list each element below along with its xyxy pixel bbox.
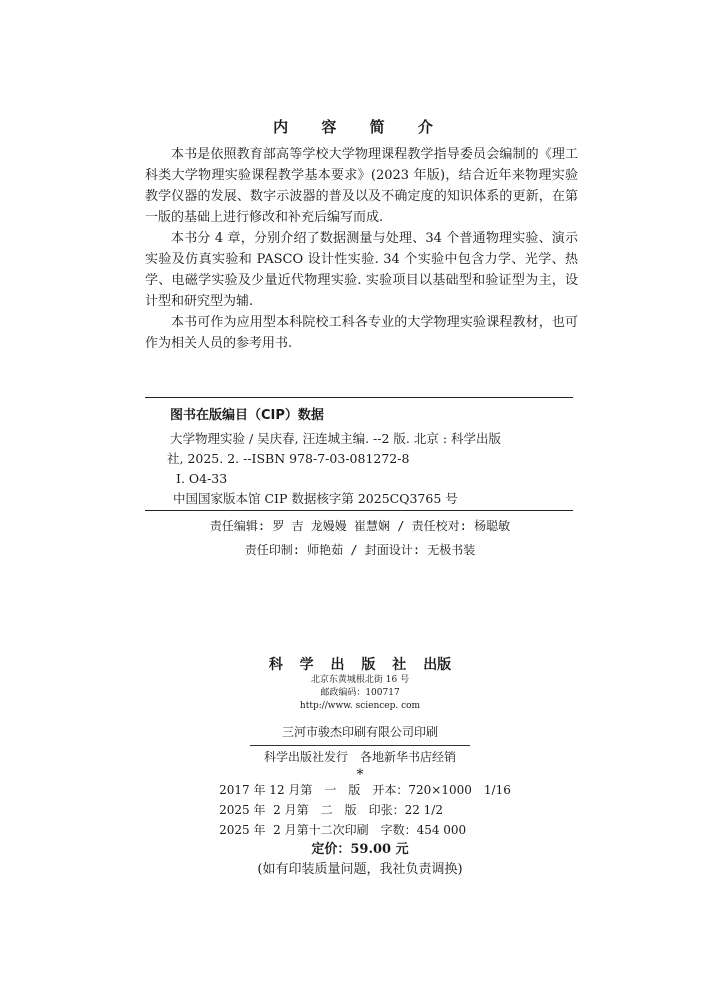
summary-paragraph: 本书分 4 章，分别介绍了数据测量与处理、34 个普通物理实验、演示实验及仿真实验和 PASCO 设计性实验. 34 个实验中包含力学、光学、热学、电磁学实验及少量近代物理实验. 实验项目以基础型和验证型为主，设计型和研究型为辅. bbox=[145, 231, 578, 309]
price-line bbox=[0, 840, 720, 860]
cip-entry bbox=[167, 429, 575, 469]
cip-heading: 图书在版编目（CIP）数据 bbox=[170, 408, 324, 423]
edition-specs bbox=[0, 767, 720, 880]
editors-line: 责任印制: 师艳茹 / 封面设计: 无极书装 bbox=[244, 543, 476, 557]
editors-line: 责任编辑: 罗 吉 龙嫚嫚 崔慧娴 / 责任校对: 杨聪敏 bbox=[209, 519, 511, 533]
publisher-name-suffix: 出版 bbox=[423, 657, 452, 673]
summary-title: 内 容 简 介 bbox=[273, 118, 447, 136]
cip-number-line: 中国国家版本馆 CIP 数据核字第 2025CQ3765 号 bbox=[173, 491, 458, 506]
editors-credits bbox=[0, 514, 720, 562]
summary-body bbox=[145, 144, 578, 354]
star-mark: * bbox=[356, 767, 364, 783]
cip-entry-line: 社, 2025. 2. --ISBN 978-7-03-081272-8 bbox=[167, 451, 410, 466]
summary-paragraph: 本书可作为应用型本科院校工科各专业的大学物理实验课程教材，也可作为相关人员的参考用书. bbox=[145, 315, 578, 351]
cip-entry-line: 大学物理实验 / 吴庆春, 汪连城主编. --2 版. 北京 : 科学出版 bbox=[170, 431, 502, 446]
edition-row: 2025 年 2 月第十二次印刷 字数：454 000 bbox=[219, 823, 467, 837]
summary-paragraph: 本书是依照教育部高等学校大学物理课程教学指导委员会编制的《理工科类大学物理实验课程教学基本要求》(2023 年版)，结合近年来物理实验教学仪器的发展、数字示波器的普及以及不确定度的知识体系的更新，在第一版的基础上进行修改和补充后编写而成. bbox=[145, 147, 578, 225]
edition-row: 2025 年 2 月第 二 版 印张：22 1/2 bbox=[219, 803, 443, 817]
publisher-address: 北京东黄城根北街 16 号 bbox=[310, 675, 410, 685]
printer-line: 三河市骏杰印刷有限公司印刷 bbox=[281, 725, 438, 739]
publisher-logo-text: 科 学 出 版 社 bbox=[268, 657, 413, 673]
edition-row: 2017 年 12 月第 一 版 开本：720×1000 1/16 bbox=[219, 783, 511, 797]
publisher-block bbox=[0, 654, 720, 768]
publisher-contact bbox=[0, 674, 720, 713]
cip-bottom-divider bbox=[145, 510, 573, 511]
publisher-postcode: 邮政编码：100717 bbox=[320, 688, 400, 698]
cip-class-line: Ⅰ. O4-33 bbox=[176, 471, 228, 486]
distribution-line: 科学出版社发行 各地新华书店经销 bbox=[263, 750, 456, 764]
print-info bbox=[0, 721, 720, 768]
price-label: 定价： bbox=[311, 842, 351, 857]
edition-table bbox=[219, 780, 511, 840]
quality-note: (如有印装质量问题，我社负责调换) bbox=[257, 862, 463, 877]
cip-top-divider bbox=[145, 397, 573, 398]
price-value: 59.00 元 bbox=[350, 842, 409, 857]
cip-classification bbox=[173, 469, 458, 509]
publisher-website: http://www. sciencep. com bbox=[299, 701, 421, 711]
publisher-name bbox=[0, 654, 720, 674]
